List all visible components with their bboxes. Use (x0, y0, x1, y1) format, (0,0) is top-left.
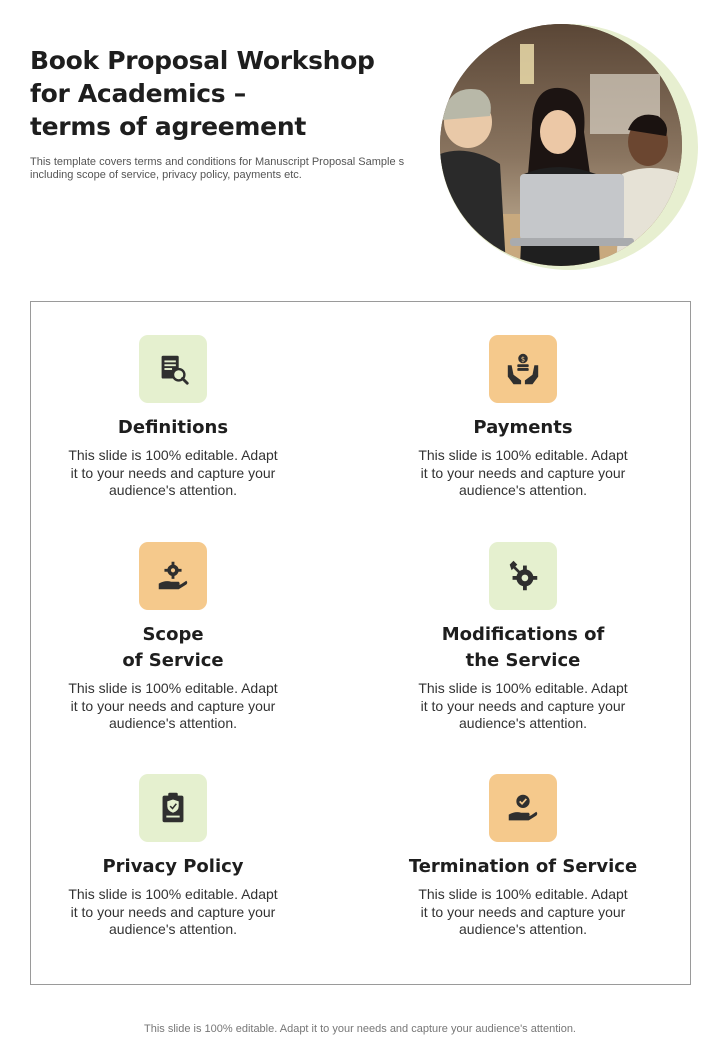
card-payments (388, 335, 658, 500)
gear-wrench-icon (504, 557, 542, 595)
card-description (388, 447, 658, 500)
card-modifications-of-service (388, 542, 658, 733)
page-subtitle (30, 156, 450, 182)
icon-tile (139, 774, 207, 842)
subtitle-line: including scope of service, privacy policy, payments etc. (30, 169, 302, 181)
card-title-line: Privacy Policy (102, 856, 244, 877)
card-definitions (38, 335, 308, 500)
card-desc-line: This slide is 100% editable. Adapt (68, 447, 278, 463)
icon-tile (489, 542, 557, 610)
hand-gear-icon (154, 557, 192, 595)
terms-panel (30, 301, 691, 985)
card-desc-line: audience's attention. (109, 715, 237, 731)
card-title-line: of Service (122, 650, 224, 671)
card-description (38, 447, 308, 500)
card-description (388, 680, 658, 733)
card-desc-line: This slide is 100% editable. Adapt (68, 886, 278, 902)
icon-tile (139, 335, 207, 403)
card-desc-line: audience's attention. (459, 482, 587, 498)
card-title (38, 415, 308, 441)
svg-text:$: $ (520, 355, 526, 364)
icon-tile (139, 542, 207, 610)
card-title (38, 622, 308, 674)
title-line: Book Proposal Workshop (30, 46, 375, 75)
team-photo (440, 24, 682, 266)
card-description (38, 886, 308, 939)
card-desc-line: it to your needs and capture your (420, 903, 626, 920)
card-title (388, 415, 658, 441)
card-description (38, 680, 308, 733)
card-title (388, 854, 658, 880)
card-desc-line: This slide is 100% editable. Adapt (418, 886, 628, 902)
hands-money-icon (504, 350, 542, 388)
card-title-line: Definitions (117, 417, 229, 438)
card-termination-of-service (388, 774, 658, 939)
page-title (30, 44, 430, 143)
card-desc-line: it to your needs and capture your (70, 464, 276, 481)
card-desc-line: it to your needs and capture your (70, 903, 276, 920)
card-desc-line: it to your needs and capture your (420, 697, 626, 714)
card-title (388, 622, 658, 674)
title-line: terms of agreement (30, 112, 306, 141)
card-title-line: Termination of Service (408, 856, 638, 877)
card-desc-line: This slide is 100% editable. Adapt (68, 680, 278, 696)
title-line: for Academics – (30, 79, 246, 108)
clipboard-shield-icon (154, 789, 192, 827)
card-description (388, 886, 658, 939)
document-search-icon (154, 350, 192, 388)
card-scope-of-service (38, 542, 308, 733)
card-desc-line: audience's attention. (459, 921, 587, 937)
card-desc-line: it to your needs and capture your (420, 464, 626, 481)
card-title-line: Modifications of (441, 624, 605, 645)
card-desc-line: audience's attention. (109, 482, 237, 498)
card-desc-line: This slide is 100% editable. Adapt (418, 680, 628, 696)
card-privacy-policy (38, 774, 308, 939)
card-desc-line: audience's attention. (459, 715, 587, 731)
card-title-line: Payments (473, 417, 573, 438)
hand-badge-icon (504, 789, 542, 827)
card-title (38, 854, 308, 880)
card-title-line: Scope (142, 624, 204, 645)
footer-note: This slide is 100% editable. Adapt it to your needs and capture your audience's attention. (144, 1023, 576, 1035)
card-desc-line: it to your needs and capture your (70, 697, 276, 714)
subtitle-line: This template covers terms and conditions for Manuscript Proposal Sample s (30, 156, 405, 168)
icon-tile (489, 335, 557, 403)
card-desc-line: audience's attention. (109, 921, 237, 937)
icon-tile (489, 774, 557, 842)
card-desc-line: This slide is 100% editable. Adapt (418, 447, 628, 463)
card-title-line: the Service (465, 650, 581, 671)
